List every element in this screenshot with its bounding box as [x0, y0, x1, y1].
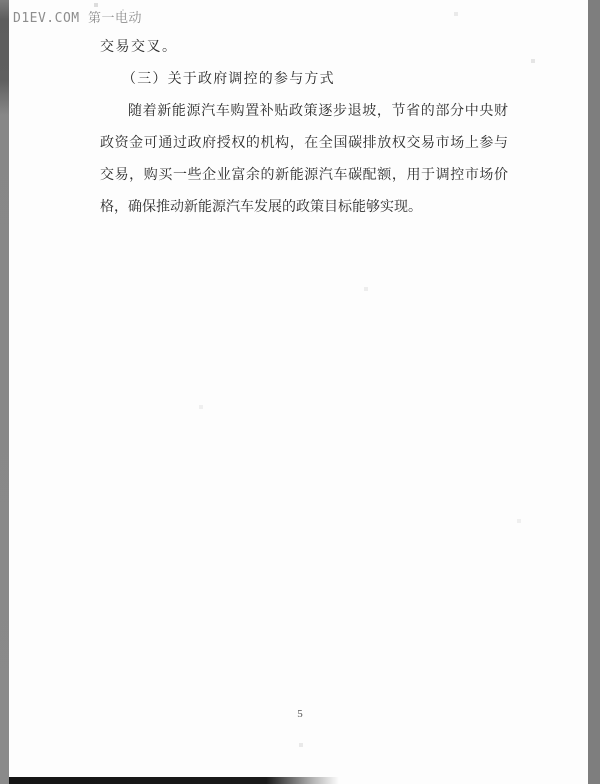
document-content [100, 32, 508, 224]
scan-noise-specks [0, 0, 2, 2]
section-heading: （三）关于政府调控的参与方式 [122, 72, 335, 87]
paragraph-fragment-line: 交易交叉。 [100, 40, 178, 55]
paragraph-line: 格，确保推动新能源汽车发展的政策目标能够实现。 [100, 200, 422, 215]
paragraph-line: 交易，购买一些企业富余的新能源汽车碳配额，用于调控市场价 [100, 168, 508, 183]
page-number: 5 [297, 708, 303, 720]
scan-shadow-bottom [9, 777, 339, 784]
watermark-label: D1EV.COM 第一电动 [13, 11, 142, 26]
paragraph-line: 政资金可通过政府授权的机构，在全国碳排放权交易市场上参与 [100, 136, 508, 151]
scan-edge-right [588, 0, 600, 784]
scan-edge-left [0, 0, 9, 784]
paragraph-line: 随着新能源汽车购置补贴政策逐步退坡，节省的部分中央财 [128, 104, 508, 119]
